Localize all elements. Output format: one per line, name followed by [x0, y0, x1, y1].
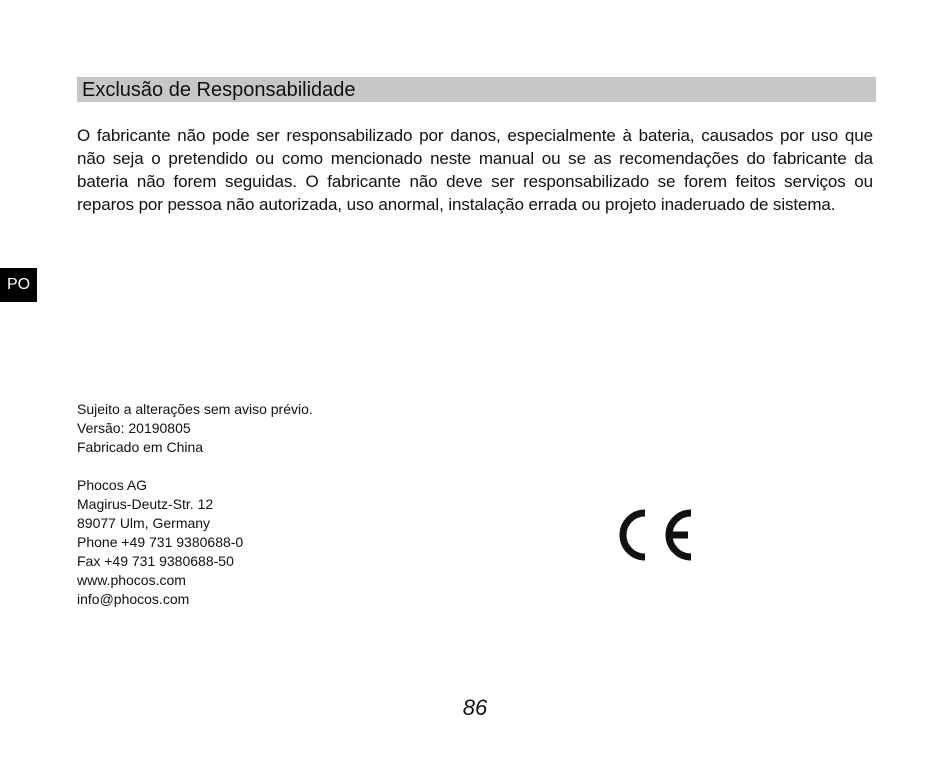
- ce-mark-e-bar: [670, 532, 688, 539]
- language-tab: PO: [0, 268, 37, 302]
- company-name: Phocos AG: [77, 477, 148, 493]
- phone-number: Phone +49 731 9380688-0: [77, 534, 244, 550]
- page-number: 86: [462, 695, 488, 720]
- change-notice: Sujeito a alterações sem aviso prévio.: [77, 401, 313, 417]
- made-in-label: Fabricado em China: [77, 439, 204, 455]
- street-address: Magirus-Deutz-Str. 12: [77, 496, 214, 512]
- ce-mark-c: [623, 513, 645, 557]
- email-address: info@phocos.com: [77, 591, 190, 607]
- version-label: Versão: 20190805: [77, 420, 191, 436]
- disclaimer-paragraph: O fabricante não pode ser responsabilizado por danos, especialmente à bateria, causados por uso que não seja o pretendido ou como mencionado neste manual ou se as recomendações do fabricante da bateria não forem seguidas. O fabricante não deve ser responsabilizado se forem feitos serviços ou reparos por pessoa não autorizada, uso anormal, instalação errada ou projeto inaderuado de sistema.: [77, 126, 873, 214]
- website-link: www.phocos.com: [77, 572, 186, 588]
- fax-number: Fax +49 731 9380688-50: [77, 553, 234, 569]
- imprint-spacer: [77, 457, 313, 476]
- ce-mark-icon: [618, 506, 696, 564]
- city-address: 89077 Ulm, Germany: [77, 515, 211, 531]
- imprint-block: [77, 400, 313, 609]
- section-heading: Exclusão de Responsabilidade: [77, 77, 876, 102]
